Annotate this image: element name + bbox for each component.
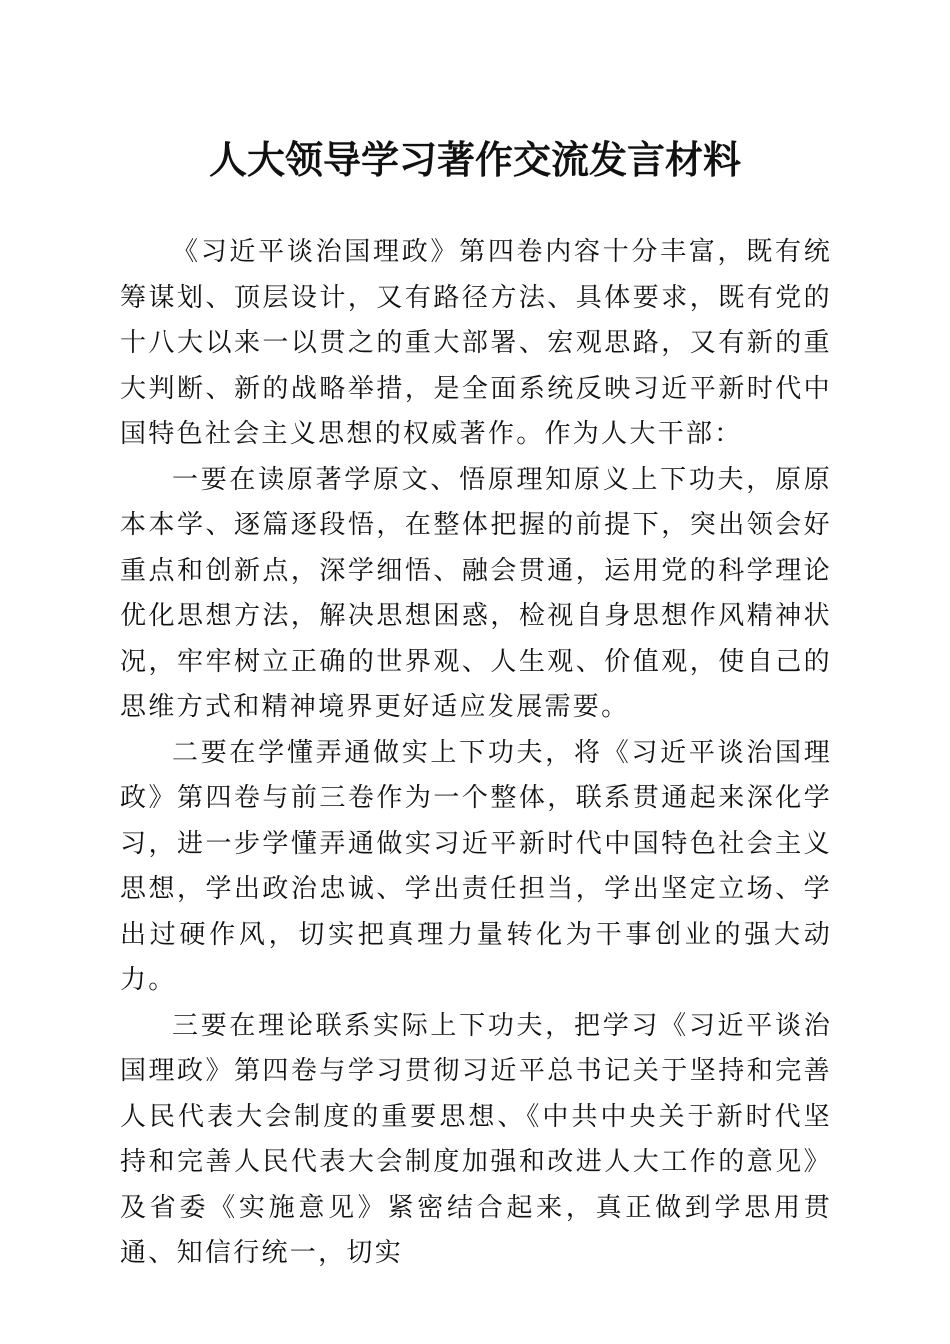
paragraph-point-two: 二要在学懂弄通做实上下功夫，将《习近平谈治国理政》第四卷与前三卷作为一个整体，联系贯通起来深化学习，进一步学懂弄通做实习近平新时代中国特色社会主义思想，学出政治忠诚、学出责任担当，学出坚定立场、学出过硬作风，切实把真理力量转化为干事创业的强大动力。 [120,737,832,995]
paragraph-intro: 《习近平谈治国理政》第四卷内容十分丰富，既有统筹谋划、顶层设计，又有路径方法、具体要求，既有党的十八大以来一以贯之的重大部署、宏观思路，又有新的重大判断、新的战略举措，是全面系统反映习近平新时代中国特色社会主义思想的权威著作。作为人大干部： [120,237,832,449]
document-body [120,230,832,1277]
document-title: 人大领导学习著作交流发言材料 [208,137,741,182]
paragraph-point-one: 一要在读原著学原文、悟原理知原义上下功夫，原原本本学、逐篇逐段悟，在整体把握的前提下，突出领会好重点和创新点，深学细悟、融会贯通，运用党的科学理论优化思想方法，解决思想困惑，检视自身思想作风精神状况，牢牢树立正确的世界观、人生观、价值观，使自己的思维方式和精神境界更好适应发展需要。 [120,464,832,722]
paragraph-point-three: 三要在理论联系实际上下功夫，把学习《习近平谈治国理政》第四卷与学习贯彻习近平总书记关于坚持和完善人民代表大会制度的重要思想、《中共中央关于新时代坚持和完善人民代表大会制度加强和改进人大工作的意见》及省委《实施意见》紧密结合起来，真正做到学思用贯通、知信行统一，切实 [120,1010,832,1268]
